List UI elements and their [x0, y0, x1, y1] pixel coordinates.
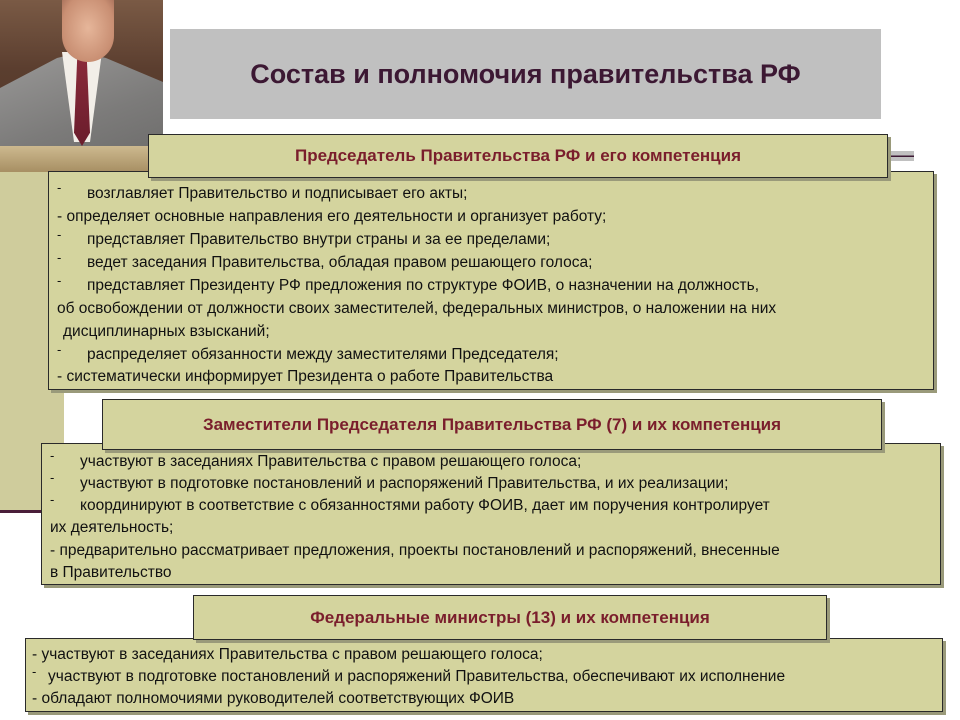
deputies-competence-box — [41, 443, 941, 585]
list-item: их деятельность; — [50, 519, 174, 536]
list-item: представляет Правительство внутри страны и за ее пределами; — [87, 231, 551, 248]
bullet-mark: - — [50, 492, 55, 507]
bullet-mark: - — [57, 180, 62, 195]
bullet-mark: - — [57, 273, 62, 288]
list-item: - определяет основные направления его деятельности и организует работу; — [57, 208, 607, 225]
bullet-mark: - — [57, 227, 62, 242]
page-title: Состав и полномочия правительства РФ — [250, 58, 801, 89]
list-item: возглавляет Правительство и подписывает его акты; — [87, 185, 468, 202]
list-item: - обладают полномочиями руководителей соответствующих ФОИВ — [32, 690, 515, 707]
bullet-mark: - — [32, 664, 37, 679]
official-photo — [0, 0, 163, 172]
section-title: Заместители Председателя Правительства РФ (7) и их компетенция — [202, 414, 782, 434]
list-item: участвуют в подготовке постановлений и распоряжений Правительства, и их реализации; — [80, 475, 729, 492]
bullet-mark: - — [50, 470, 55, 485]
list-item: представляет Президенту РФ предложения по структуре ФОИВ, о назначении на должность, — [87, 277, 760, 294]
ministers-section-header — [193, 595, 827, 640]
list-item: дисциплинарных взысканий; — [63, 323, 270, 340]
chairman-competence-box — [48, 171, 934, 390]
list-item: - предварительно рассматривает предложения, проекты постановлений и распоряжений, внесенные — [50, 542, 780, 559]
title-banner — [170, 29, 881, 119]
list-item: об освобождении от должности своих заместителей, федеральных министров, о наложении на них — [57, 300, 777, 317]
list-item: в Правительство — [50, 564, 172, 581]
bullet-mark: - — [57, 250, 62, 265]
list-item: - систематически информирует Президента о работе Правительства — [57, 368, 554, 385]
bullet-mark: - — [57, 342, 62, 357]
list-item: ведет заседания Правительства, обладая правом решающего голоса; — [87, 254, 593, 271]
section-title: Председатель Правительства РФ и его компетенция — [294, 146, 742, 165]
list-item: распределяет обязанности между заместителями Председателя; — [87, 346, 559, 363]
bullet-mark: - — [50, 448, 55, 463]
deputies-section-header — [102, 399, 882, 450]
list-item: - участвуют в заседаниях Правительства с правом решающего голоса; — [32, 646, 543, 663]
ministers-competence-box — [25, 638, 943, 712]
section-title: Федеральные министры (13) и их компетенция — [310, 607, 710, 627]
list-item: координируют в соответствие с обязанностями работу ФОИВ, дает им поручения контролирует — [80, 497, 770, 514]
list-item: участвуют в заседаниях Правительства с правом решающего голоса; — [80, 453, 582, 470]
chairman-section-header — [148, 134, 888, 178]
accent-line — [884, 151, 914, 161]
side-decor-line — [0, 510, 44, 513]
list-item: участвуют в подготовке постановлений и распоряжений Правительства, обеспечивают их исполнение — [48, 668, 786, 685]
